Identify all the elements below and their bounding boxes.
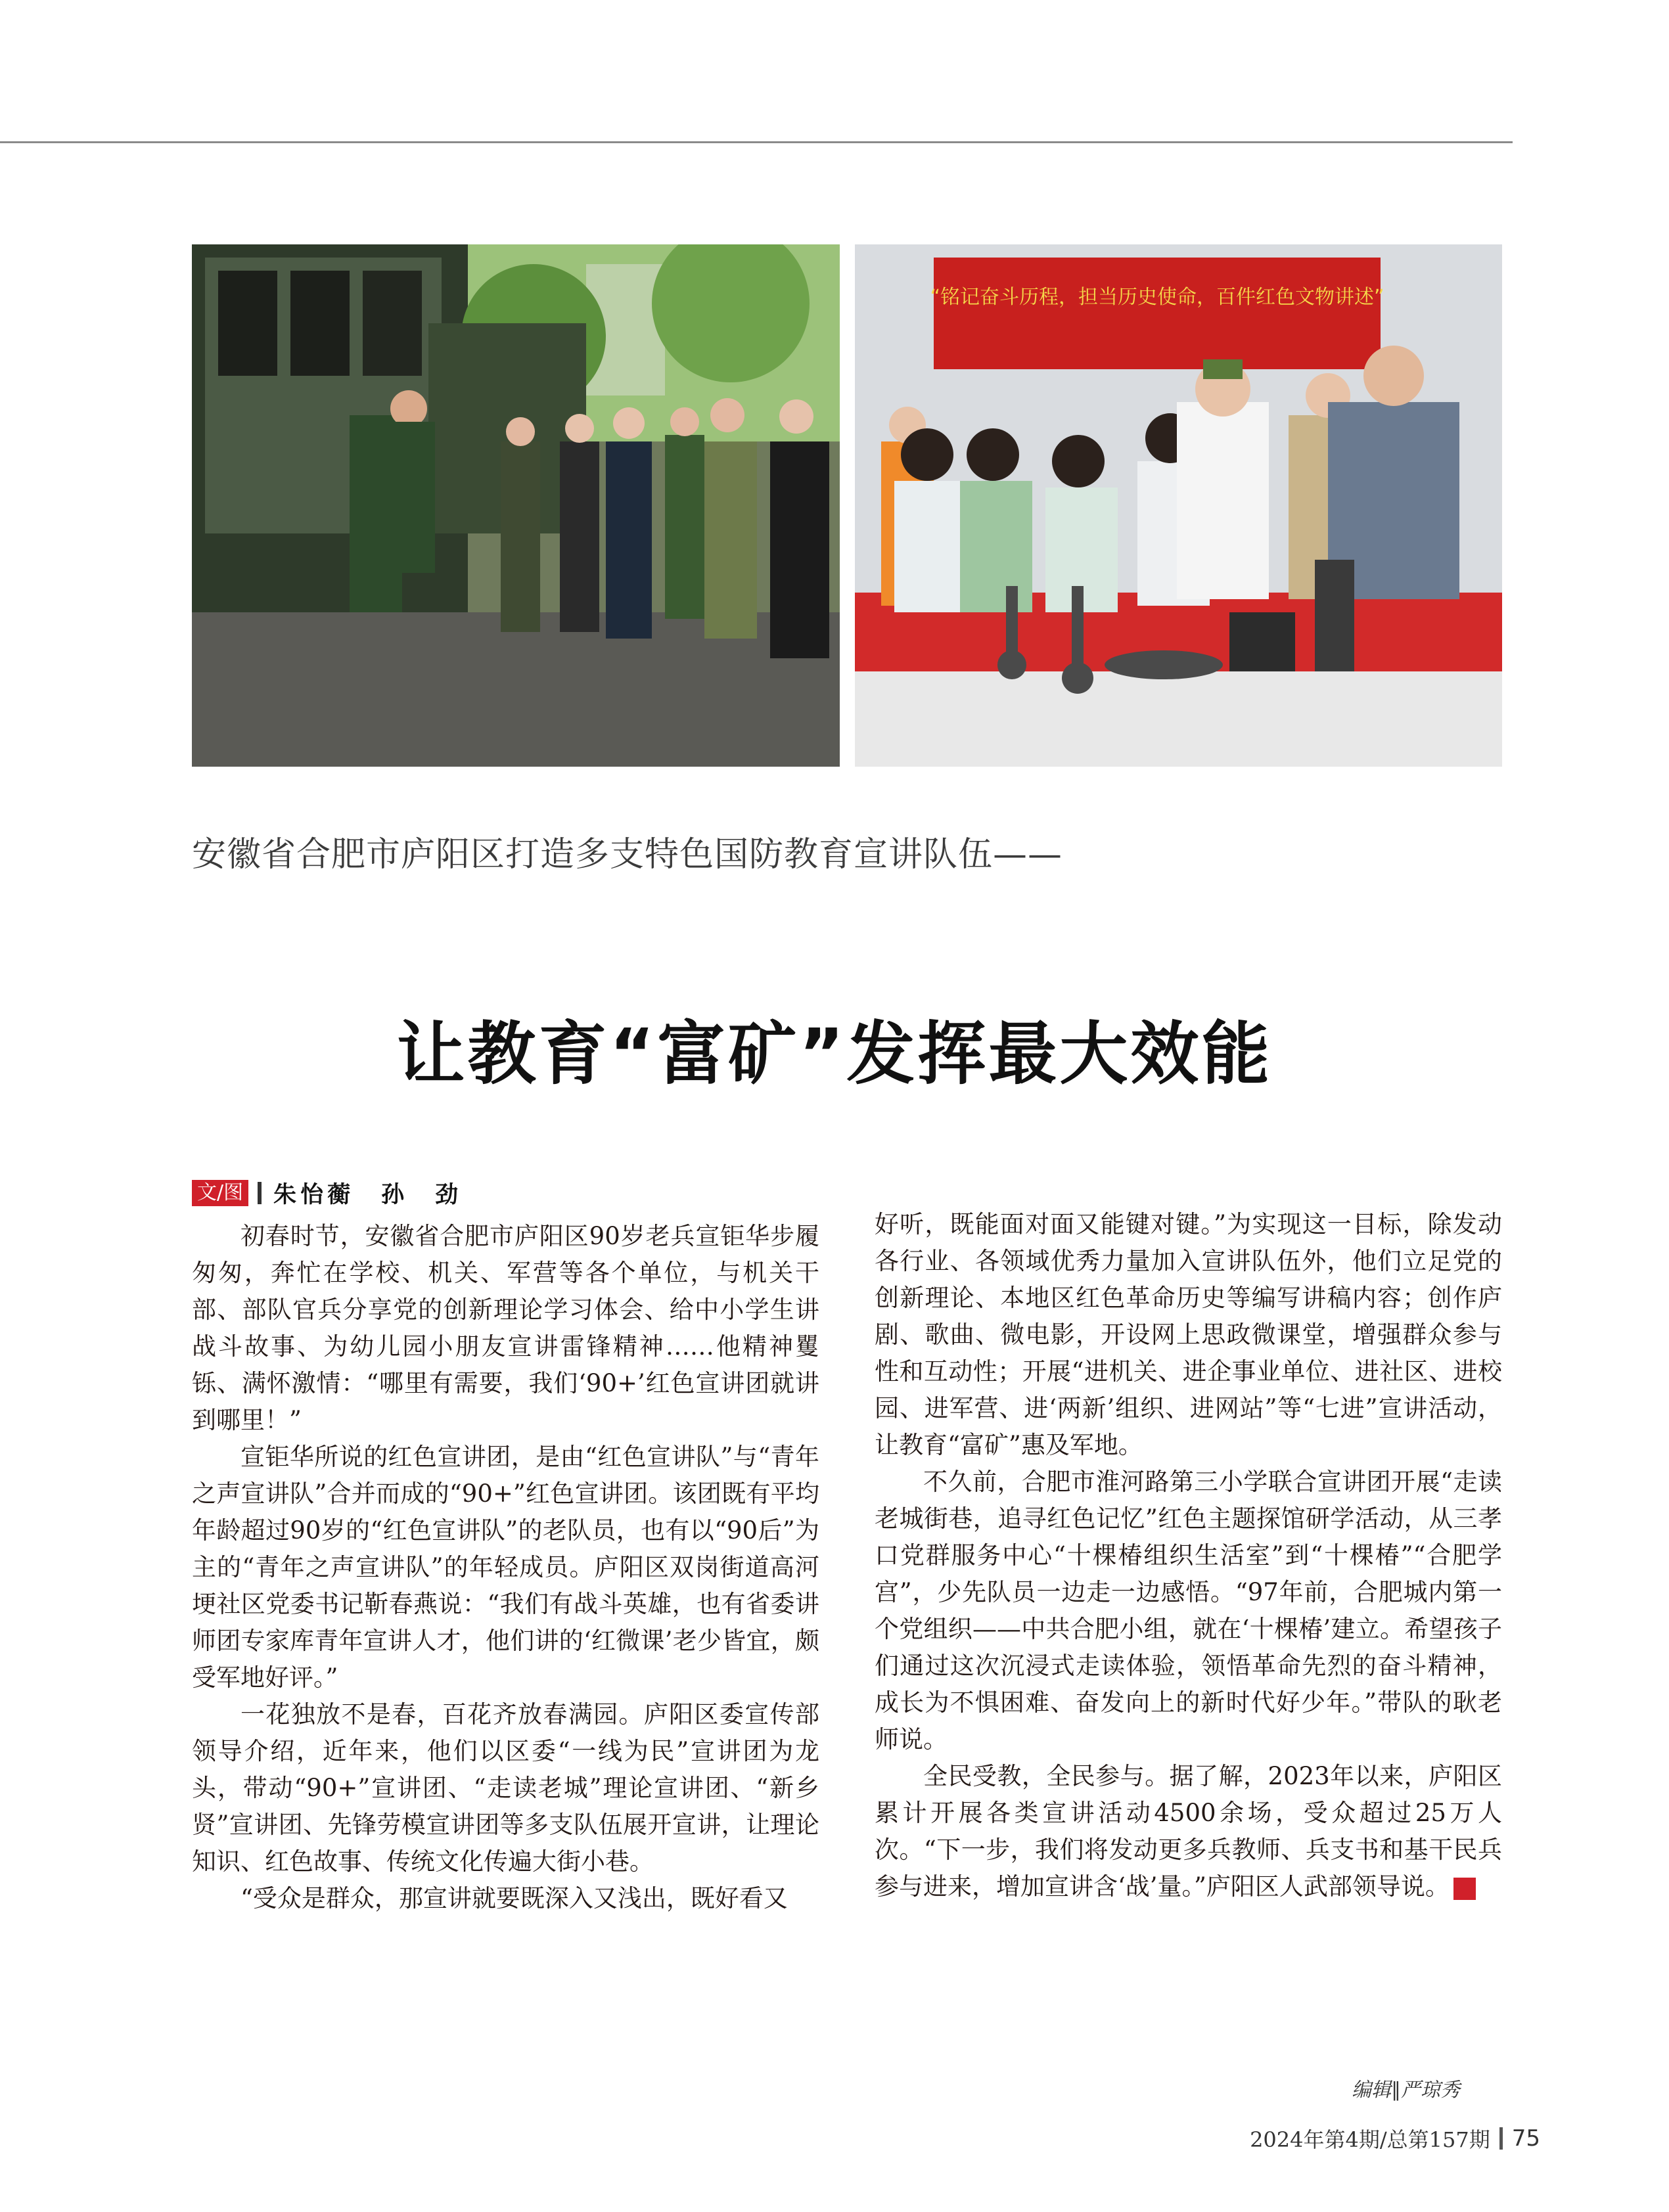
right-column: [875, 1206, 1517, 1905]
top-rule: [0, 141, 1513, 143]
page-number: 75: [1511, 2125, 1540, 2152]
byline: [192, 1179, 462, 1208]
byline-tag: 文/图: [192, 1180, 248, 1206]
photo-banner-text: “铭记奋斗历程，担当历史使命，百件红色文物讲述”: [930, 286, 1384, 309]
paragraph-continued: 好听，既能面对面又能键对键。”为实现这一目标，除发动各行业、各领域优秀力量加入宣讲队伍外，他们立足党的创新理论、本地区红色革命历史等编写讲稿内容；创作庐剧、歌曲、微电影，开设网上思政微课堂，增强群众参与性和互动性；开展“进机关、进企事业单位、进社区、进校园、进军营、进‘两新’组织、进网站”等“七进”宣讲活动，让教育“富矿”惠及军地。: [875, 1210, 1502, 1459]
byline-separator: [258, 1182, 262, 1204]
editor-credit: 编辑∥严琼秀: [1352, 2079, 1460, 2102]
paragraph: 一花独放不是春，百花齐放春满园。庐阳区委宣传部领导介绍，近年来，他们以区委“一线为民”宣讲团为龙头，带动“90+”宣讲团、“走读老城”理论宣讲团、“新乡贤”宣讲团、先锋劳模宣讲团等多支队伍展开宣讲，让理论知识、红色故事、传统文化传遍大街小巷。: [192, 1700, 819, 1876]
photo-right-illustration: [855, 244, 1502, 767]
students-bugle-photo: [855, 244, 1502, 767]
left-column: [192, 1218, 819, 1917]
article-title: 让教育“富矿”发挥最大效能: [396, 1014, 1273, 1094]
paragraph: 不久前，合肥市淮河路第三小学联合宣讲团开展“走读老城街巷，追寻红色记忆”红色主题探馆研学活动，从三孝口党群服务中心“十棵椿组织生活室”到“十棵椿”“合肥学宫”，少先队员一边走一边感悟。“97年前，合肥城内第一个党组织——中共合肥小组，就在‘十棵椿’建立。希望孩子们通过这次沉浸式走读体验，领悟革命先烈的奋斗精神，成长为不惧困难、奋发向上的新时代好少年。”带队的耿老师说。: [875, 1468, 1502, 1753]
paragraph: [875, 1758, 1517, 1905]
end-mark-icon: G: [1453, 1878, 1476, 1900]
article-subtitle: 安徽省合肥市庐阳区打造多支特色国防教育宣讲队伍——: [192, 835, 1063, 874]
byline-authors: 朱怡蘅 孙 劲: [273, 1182, 463, 1208]
photo-left-illustration: [192, 244, 840, 767]
page-footer: [1250, 2123, 1540, 2154]
paragraph-text: 全民受教，全民参与。据了解，2023年以来，庐阳区累计开展各类宣讲活动4500余场，受众超过25万人次。“下一步，我们将发动更多兵教师、兵支书和基干民兵参与进来，增加宣讲含‘战’量。”庐阳区人武部领导说。: [875, 1762, 1502, 1901]
footer-divider: [1499, 2127, 1503, 2150]
paragraph: 宣钜华所说的红色宣讲团，是由“红色宣讲队”与“青年之声宣讲队”合并而成的“90+”红色宣讲团。该团既有平均年龄超过90岁的“红色宣讲队”的老队员，也有以“90后”为主的“青年之声宣讲队”的年轻成员。庐阳区双岗街道高河埂社区党委书记靳春燕说：“我们有战斗英雄，也有省委讲师团专家库青年宣讲人才，他们讲的‘红微课’老少皆宜，颇受军地好评。”: [192, 1443, 819, 1692]
paragraph: 初春时节，安徽省合肥市庐阳区90岁老兵宣钜华步履匆匆，奔忙在学校、机关、军营等各个单位，与机关干部、部队官兵分享党的创新理论学习体会、给中小学生讲战斗故事、为幼儿园小朋友宣讲雷锋精神……他精神矍铄、满怀激情：“哪里有需要，我们‘90+’红色宣讲团就讲到哪里！”: [192, 1222, 819, 1434]
paragraph: “受众是群众，那宣讲就要既深入又浅出，既好看又: [240, 1884, 788, 1912]
soldier-vehicle-photo: [192, 244, 840, 767]
issue-info: 2024年第4期/总第157期: [1250, 2127, 1490, 2152]
